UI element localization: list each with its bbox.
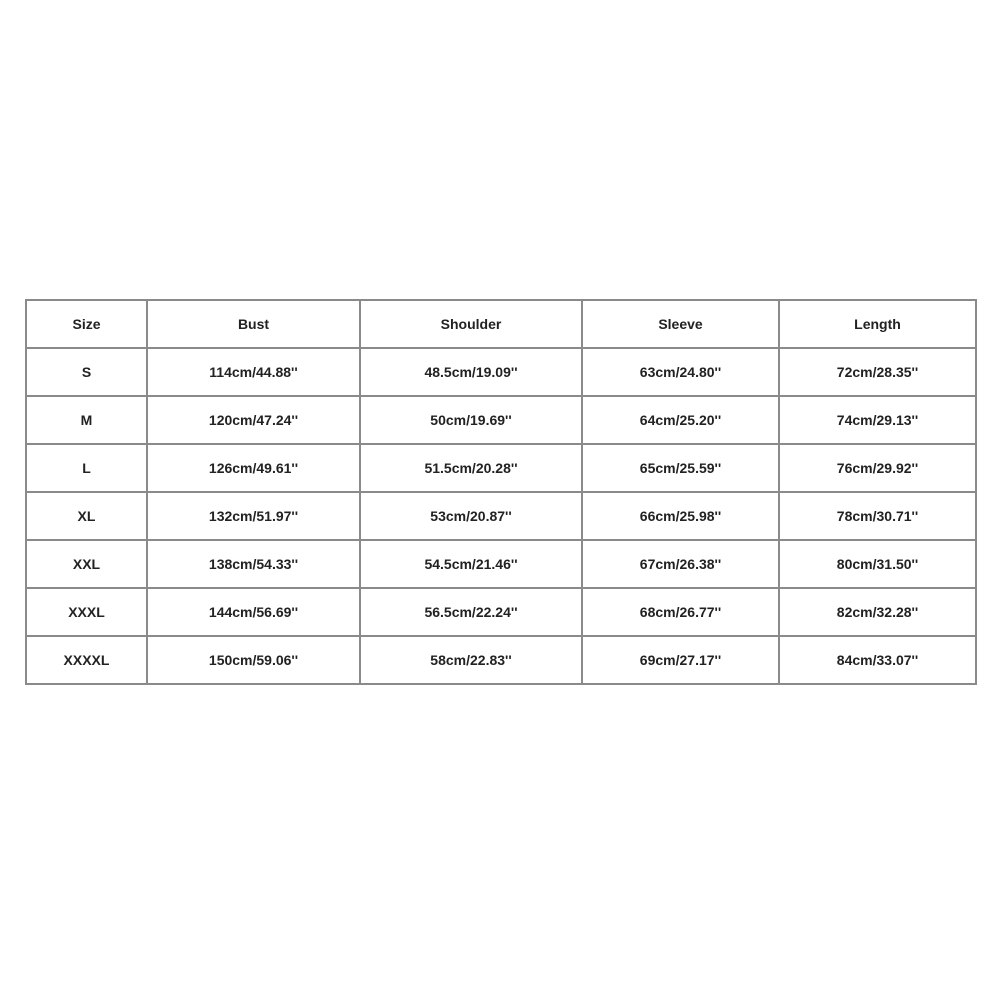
size-cell: M [26,396,147,444]
size-cell: L [26,444,147,492]
header-size: Size [26,300,147,348]
sleeve-cell: 63cm/24.80'' [582,348,779,396]
bust-cell: 114cm/44.88'' [147,348,360,396]
bust-cell: 126cm/49.61'' [147,444,360,492]
bust-cell: 144cm/56.69'' [147,588,360,636]
shoulder-cell: 56.5cm/22.24'' [360,588,582,636]
shoulder-cell: 54.5cm/21.46'' [360,540,582,588]
table-row [26,444,976,492]
table-row [26,396,976,444]
size-cell: XL [26,492,147,540]
bust-cell: 138cm/54.33'' [147,540,360,588]
header-row [26,300,976,348]
sleeve-cell: 68cm/26.77'' [582,588,779,636]
table-row [26,492,976,540]
header-sleeve: Sleeve [582,300,779,348]
bust-cell: 132cm/51.97'' [147,492,360,540]
sleeve-cell: 65cm/25.59'' [582,444,779,492]
length-cell: 76cm/29.92'' [779,444,976,492]
shoulder-cell: 50cm/19.69'' [360,396,582,444]
table-row [26,540,976,588]
header-shoulder: Shoulder [360,300,582,348]
length-cell: 78cm/30.71'' [779,492,976,540]
header-bust: Bust [147,300,360,348]
header-length: Length [779,300,976,348]
size-cell: XXXL [26,588,147,636]
size-chart-table [25,299,977,685]
sleeve-cell: 64cm/25.20'' [582,396,779,444]
length-cell: 80cm/31.50'' [779,540,976,588]
table-row [26,636,976,684]
shoulder-cell: 58cm/22.83'' [360,636,582,684]
size-cell: S [26,348,147,396]
sleeve-cell: 66cm/25.98'' [582,492,779,540]
shoulder-cell: 51.5cm/20.28'' [360,444,582,492]
sleeve-cell: 67cm/26.38'' [582,540,779,588]
length-cell: 74cm/29.13'' [779,396,976,444]
length-cell: 84cm/33.07'' [779,636,976,684]
bust-cell: 120cm/47.24'' [147,396,360,444]
length-cell: 82cm/32.28'' [779,588,976,636]
shoulder-cell: 48.5cm/19.09'' [360,348,582,396]
shoulder-cell: 53cm/20.87'' [360,492,582,540]
sleeve-cell: 69cm/27.17'' [582,636,779,684]
size-cell: XXXXL [26,636,147,684]
length-cell: 72cm/28.35'' [779,348,976,396]
size-cell: XXL [26,540,147,588]
table-row [26,348,976,396]
table-row [26,588,976,636]
bust-cell: 150cm/59.06'' [147,636,360,684]
